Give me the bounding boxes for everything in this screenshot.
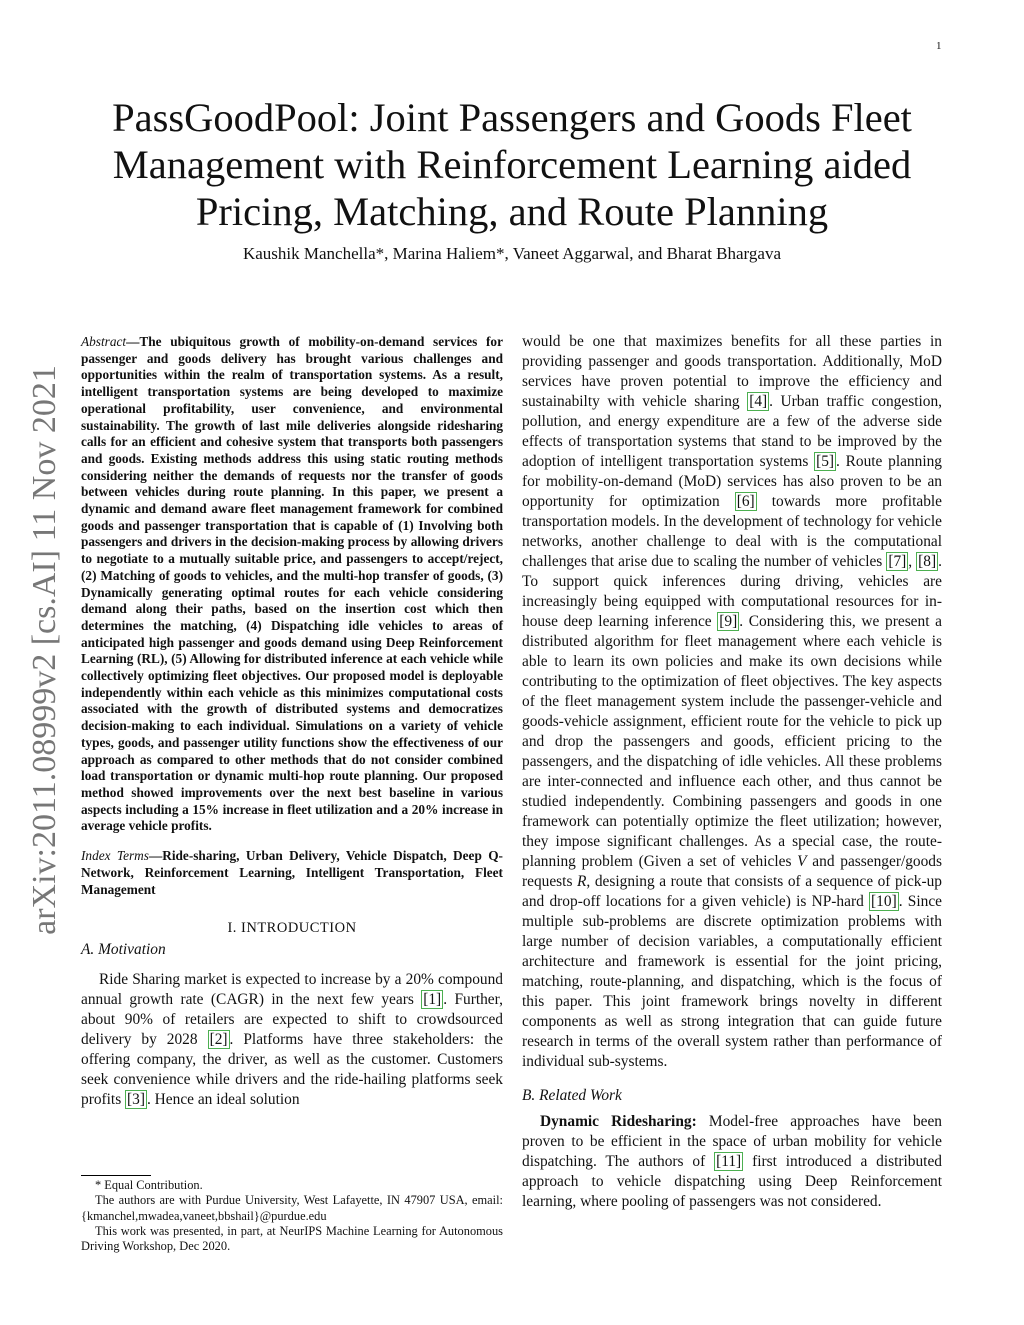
- footnote-presentation: This work was presented, in part, at NeurIPS Machine Learning for Autonomous Driving Workshop, Dec 2020.: [81, 1223, 503, 1254]
- text-run: would be one that maximizes benefits for all these parties in providing passenger and goods transportation. Additionally, MoD services have proven potential to improve the efficiency and sustainabilty with vehicle sharing: [522, 333, 942, 410]
- text-run: . Since multiple sub-problems are discrete optimization problems with large number of decision variables, a computationally efficient architecture and framework is essential for the joint pricing, matching, route-planning, and dispatching, which is the focus of this paper. This joint framework brings novelty in different components as well as strong integration that can guide future research in terms of the overall system rather than performance of individual sub-systems.: [522, 893, 942, 1070]
- index-terms-text: —Ride-sharing, Urban Delivery, Vehicle Dispatch, Deep Q-Network, Reinforcement Learning, Intelligent Transportation, Fleet Management: [81, 848, 503, 897]
- section-heading: I. INTRODUCTION: [227, 920, 357, 937]
- citation-link[interactable]: [7]: [888, 553, 907, 570]
- citation-link[interactable]: [4]: [749, 393, 768, 410]
- footnote-affiliation: The authors are with Purdue University, West Lafayette, IN 47907 USA, email: {kmanchel,mwadea,vaneet,bbshail}@purdue.edu: [81, 1193, 503, 1223]
- footnote-equal-contribution: * Equal Contribution.: [95, 1178, 203, 1192]
- citation-link[interactable]: [2]: [209, 1031, 228, 1049]
- math-var-v: V: [797, 853, 807, 870]
- related-work-paragraph: [522, 1112, 942, 1212]
- text-run: first introduced a distributed approach to vehicle dispatching using Deep Reinforcement learning, where pooling of passengers was not considered.: [522, 1153, 942, 1210]
- intro-continuation: [522, 332, 942, 1072]
- left-column: [81, 334, 503, 1110]
- text-run: . Platforms have three stakeholders: the offering company, the driver, as well as the customer. Customers seek convenience while drivers and the ride-hailing platforms seek profits: [81, 1031, 503, 1109]
- text-run: Ride Sharing market is expected to increase by a 20% compound annual growth rate (CAGR) in the next few years: [81, 971, 503, 1009]
- text-run: Model-free approaches have been proven to be efficient in the space of urban mobility for vehicle dispatching. The authors of: [522, 1113, 943, 1170]
- text-run: towards more profitable transportation models. In the development of technology for vehicle networks, another challenge to deal with is the computational challenges that arise due to scaling the number of vehicles: [522, 493, 942, 570]
- text-run: . Hence an ideal solution: [146, 1091, 300, 1109]
- citation-link[interactable]: [8]: [918, 553, 937, 570]
- page-number: 1: [936, 40, 942, 52]
- text-run: . To support quick inferences during driving, vehicles are increasingly being equipped with computational resources for in-house deep learning inference: [522, 553, 942, 630]
- footnotes: [81, 1175, 503, 1254]
- footnote-rule: [81, 1175, 151, 1176]
- text-run: , designing a route that consists of a sequence of pick-up and drop-off locations for a given vehicle) is NP-hard: [522, 873, 942, 910]
- citation-link[interactable]: [10]: [871, 893, 897, 910]
- citation-link[interactable]: [11]: [716, 1153, 742, 1170]
- citation-link[interactable]: [6]: [736, 493, 755, 510]
- abstract: [81, 334, 503, 835]
- right-column: [522, 332, 942, 1212]
- citation-link[interactable]: [1]: [423, 991, 442, 1009]
- text-run: ,: [908, 553, 917, 570]
- text-run: . Further, about 90% of retailers are expected to shift to crowdsourced delivery by 2028: [81, 991, 503, 1049]
- citation-link[interactable]: [3]: [127, 1091, 145, 1109]
- intro-paragraph: [81, 970, 503, 1110]
- author-list: Kaushik Manchella*, Marina Haliem*, Vaneet Aggarwal, and Bharat Bhargava: [242, 244, 781, 263]
- paper-title: PassGoodPool: Joint Passengers and Goods Fleet Management with Reinforcement Learning aided Pricing, Matching, and Route Planning: [112, 95, 912, 234]
- abstract-text: —The ubiquitous growth of mobility-on-demand services for passenger and goods delivery has brought various challenges and opportunities within the realm of transportation systems. As a result, intelligent transportation systems are being developed to maximize operational profitability, user convenience, and environmental sustainability. The growth of last mile deliveries alongside ridesharing calls for an efficient and cohesive system that transports both passengers and goods. Existing methods address this using static routing methods considering neither the demands of requests nor the transfer of goods between vehicles during route planning. In this paper, we present a dynamic and demand aware fleet management framework for combined goods and passenger transportation that is capable of (1) Involving both passengers and drivers in the decision-making process by allowing drivers to negotiate to a mutually suitable price, and passengers to accept/reject, (2) Matching of goods to vehicles, and the multi-hop transfer of goods, (3) Dynamically generating optimal routes for each vehicle considering demand along their paths, based on the insertion cost which then determines the matching, (4) Dispatching idle vehicles to areas of anticipated high passenger and goods demand using Deep Reinforcement Learning (RL), (5) Allowing for distributed inference at each vehicle while collectively optimizing fleet objectives. Our proposed model is deployable independently within each vehicle as this minimizes computational costs associated with the growth of distributed systems and democratizes decision-making to each individual. Simulations on a variety of vehicle types, goods, and passenger utility functions show the effectiveness of our approach as compared to other methods that do not consider combined load transportation or dynamic multi-hop route planning. Our proposed method showed improvements over the next best baseline in various aspects including a 15% increase in fleet utilization and a 20% increase in average vehicle profits.: [81, 334, 503, 834]
- text-run: . Urban traffic congestion, pollution, and energy expenditure are a few of the adverse side effects of transportation systems that stand to be improved by the adoption of intelligent transportation systems: [522, 393, 942, 470]
- citation-link[interactable]: [5]: [816, 453, 835, 470]
- text-run: and passenger/goods requests: [522, 853, 942, 890]
- subsection-heading: A. Motivation: [81, 941, 166, 959]
- run-in-heading: Dynamic Ridesharing:: [540, 1113, 697, 1130]
- text-run: . Considering this, we present a distributed algorithm for fleet management where each vehicle is able to learn its own policies and make its own decisions while contributing to the optimization of fleet objectives. The key aspects of the fleet management system include the passenger-vehicle and goods-vehicle assignment, efficient route for the vehicle to pick up and drop the passengers and goods, efficient pricing to the passengers, and the dispatching of idle vehicles. All these problems are inter-connected and influence each other, and thus cannot be studied independently. Combining passengers and goods in one framework can potentially optimize the fleet utilization; however, they impose significant challenges. As a special case, the route-planning problem (Given a set of vehicles: [522, 613, 942, 870]
- abstract-label: Abstract: [81, 334, 127, 349]
- citation-link[interactable]: [9]: [719, 613, 738, 630]
- index-terms: [81, 848, 503, 898]
- subsection-heading: B. Related Work: [522, 1087, 622, 1104]
- index-terms-label: Index Terms: [81, 848, 149, 864]
- text-run: . Route planning for mobility-on-demand (MoD) services has also proven to be an opportunity for optimization: [522, 453, 942, 510]
- math-var-r: R: [577, 873, 587, 890]
- arxiv-identifier: arXiv:2011.08999v2 [cs.AI] 11 Nov 2021: [26, 365, 63, 935]
